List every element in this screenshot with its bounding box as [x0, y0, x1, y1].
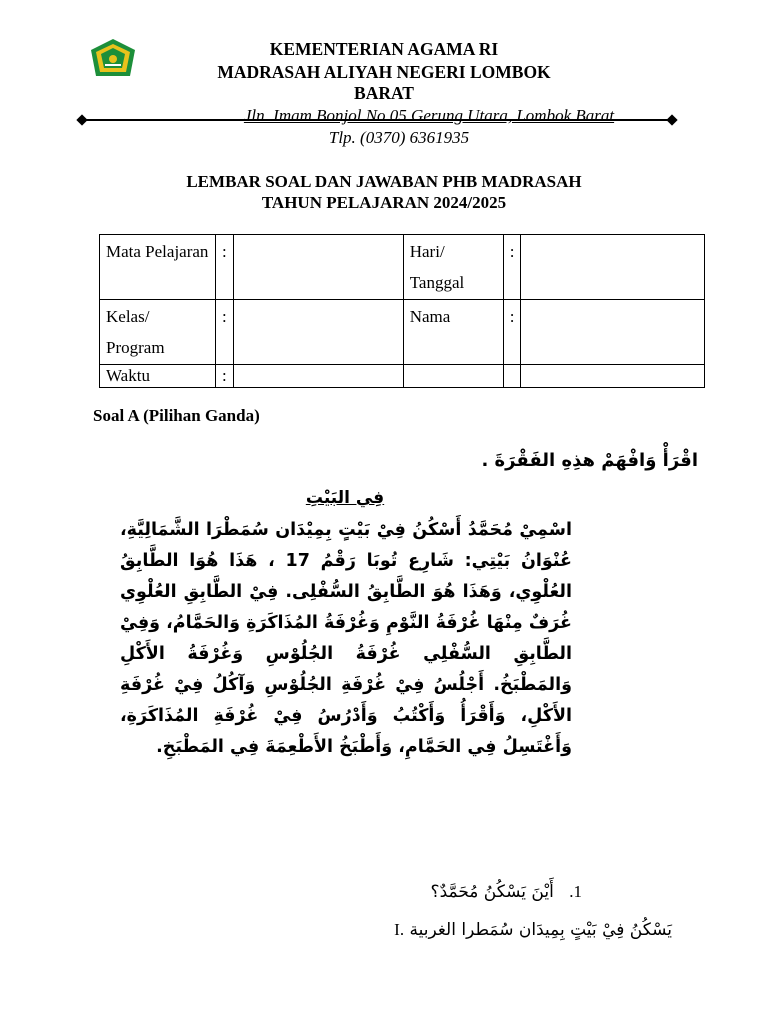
reading-passage: اسْمِيْ مُحَمَّدُ أَسْكُنُ فِيْ بَيْتٍ بِمِيْدَان سُمَطْرَا الشَّمَالِيَّةِ، عُنْوَانُ بَيْتِي: شَارِع تُوبَا رَقْمُ 17 ، هَذَا هُوَا الطَّابِقُ العُلْوِي، وَهَذَا هُوَ الطَّابِقُ السُّفْلِى. فِيْ الطَّابِقِ العُلْوِي غُرَفٌ مِنْهَا غُرْفَةُ النَّوْمِ وَغُرْفَةُ المُذَاكَرَةِ وَالحَمَّامُ، وَفِيْ الطَّابِقِ السُّفْلِي غُرْفَةُ الجُلُوْسِ وَغُرْفَةُ الأَكْلِ وَالمَطْبَخُ. أَجْلُسُ فِيْ غُرْفَةِ الجُلُوْسِ وَآكُلُ فِيْ غُرْفَةِ الأَكْلِ، وَأَقْرَأُ وَأَكْتُبُ وَأَدْرُسُ فِيْ غُرْفَةِ المُذَاكَرَةِ، وَأَغْتَسِلُ فِي الحَمَّامِ، وَأَطْبَخُ الأَطْعِمَةَ فِي المَطْبَخِ. — [120, 520, 572, 757]
colon: : — [216, 365, 234, 388]
label-kelas-program: Kelas/ Program — [100, 300, 216, 365]
field-mata-pelajaran[interactable] — [233, 235, 403, 300]
label-waktu: Waktu — [100, 365, 216, 388]
colon: : — [216, 300, 234, 365]
header-rule — [82, 119, 672, 121]
reading-instruction: اقْرَأْ وَافْهَمْ هذِهِ الفَقْرَةَ . — [481, 450, 698, 471]
ministry-name: KEMENTERIAN AGAMA RI — [269, 39, 499, 59]
field-kelas-program[interactable] — [233, 300, 403, 365]
school-address: Jln. Imam Bonjol No 05 Gerung Utara, Lombok Barat — [243, 106, 615, 125]
question-text: أَيْنَ يَسْكُنُ مُحَمَّدٌ؟ — [430, 882, 554, 902]
academic-year: TAHUN PELAJARAN 2024/2025 — [261, 193, 507, 212]
option-text: يَسْكُنُ فِيْ بَيْتٍ بِمِيدَان سُمَطرا الغربية — [409, 920, 672, 940]
table-row — [100, 300, 705, 365]
option-label: I. — [394, 920, 405, 939]
colon: : — [216, 235, 234, 300]
colon: : — [503, 235, 521, 300]
passage-title: فِي البَيْتِ — [305, 488, 385, 508]
question-number: 1. — [569, 882, 582, 901]
empty-cell — [403, 365, 503, 388]
answer-option-1[interactable] — [376, 920, 672, 940]
field-hari-tanggal[interactable] — [521, 235, 705, 300]
label-mata-pelajaran: Mata Pelajaran — [100, 235, 216, 300]
school-name-cont: BARAT — [354, 83, 414, 103]
school-phone: Tlp. (0370) 6361935 — [328, 128, 470, 147]
table-row — [100, 235, 705, 300]
field-nama[interactable] — [521, 300, 705, 365]
exam-info-table — [99, 234, 705, 388]
section-a-heading: Soal A (Pilihan Ganda) — [93, 406, 260, 425]
colon: : — [503, 300, 521, 365]
empty-cell — [521, 365, 705, 388]
table-row — [100, 365, 705, 388]
label-nama: Nama — [403, 300, 503, 365]
document-title: LEMBAR SOAL DAN JAWABAN PHB MADRASAH — [186, 172, 582, 191]
label-hari-tanggal: Hari/ Tanggal — [403, 235, 503, 300]
field-waktu[interactable] — [233, 365, 403, 388]
school-name: MADRASAH ALIYAH NEGERI LOMBOK — [217, 62, 551, 82]
empty-cell — [503, 365, 521, 388]
question-1 — [431, 882, 582, 902]
